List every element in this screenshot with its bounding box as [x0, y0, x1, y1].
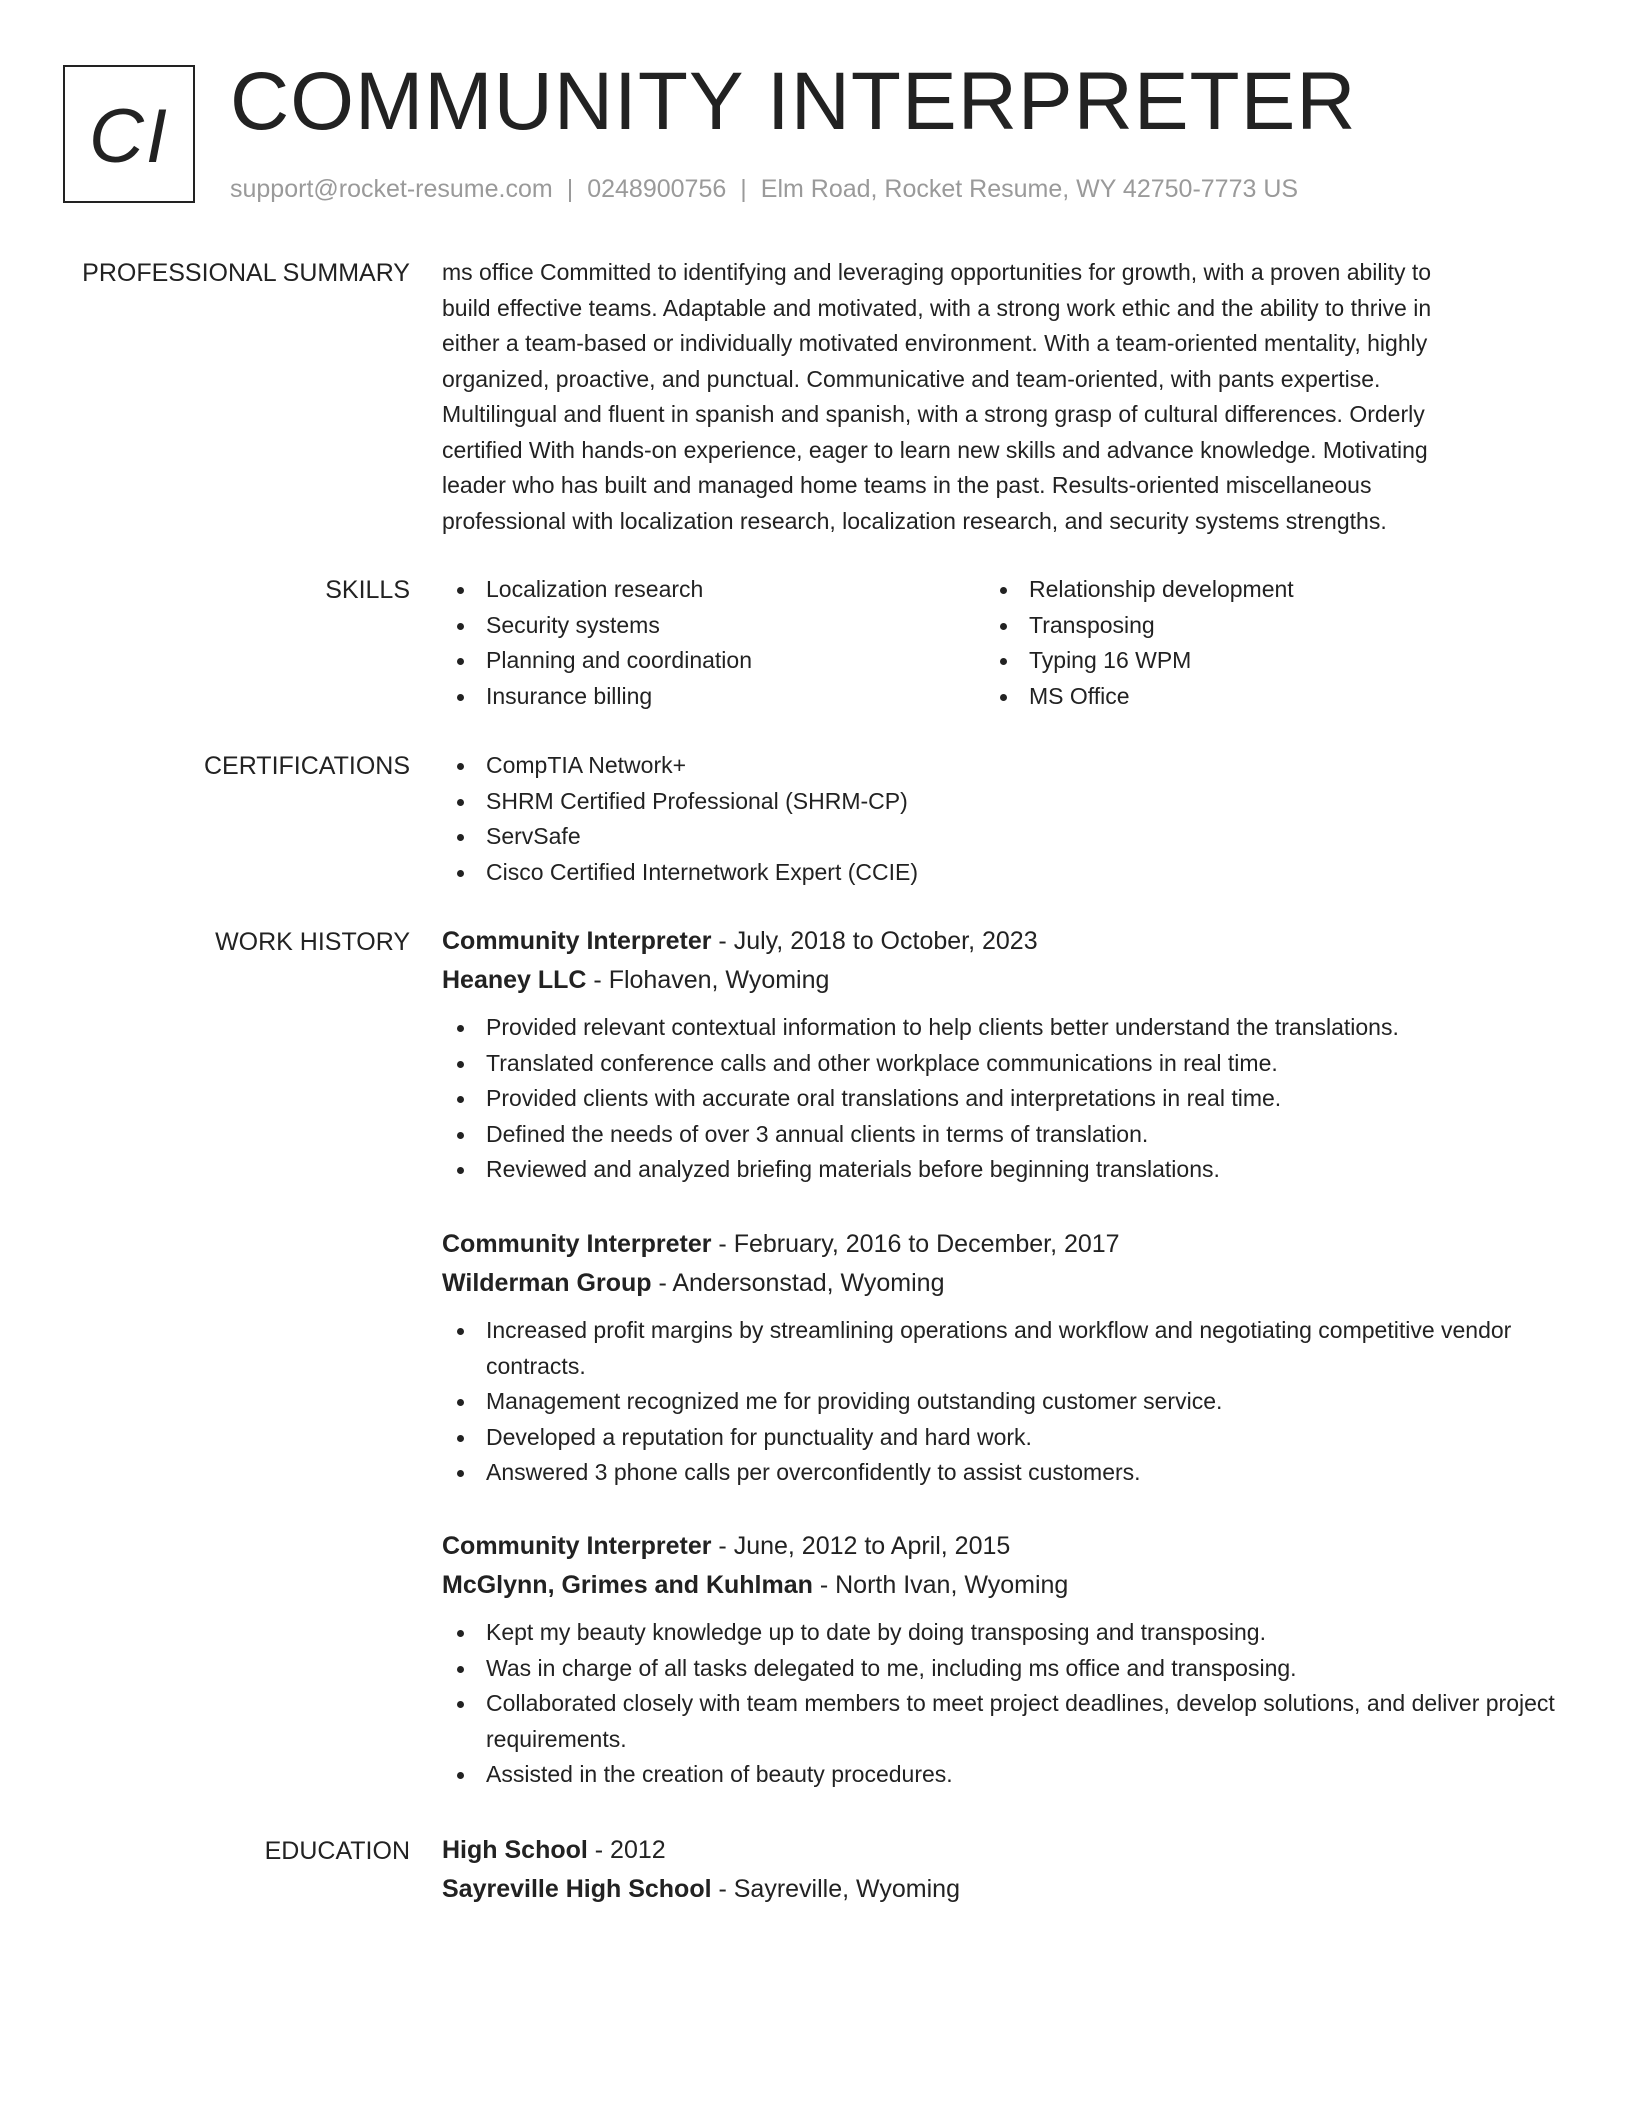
job-location: - Andersonstad, Wyoming — [651, 1269, 945, 1297]
job-bullet: Reviewed and analyzed briefing materials before beginning translations. — [442, 1152, 1562, 1188]
job-title-line — [442, 1527, 1562, 1566]
job-dates: - February, 2016 to December, 2017 — [711, 1230, 1120, 1258]
education-heading: EDUCATION — [264, 1837, 410, 1865]
job-location: - Flohaven, Wyoming — [586, 966, 830, 994]
job-bullets — [442, 1313, 1562, 1491]
job-company: McGlynn, Grimes and Kuhlman — [442, 1571, 813, 1599]
work-history-heading: WORK HISTORY — [215, 928, 410, 956]
contact-line — [230, 172, 1298, 206]
job-company: Wilderman Group — [442, 1269, 652, 1297]
skill-item: Localization research — [442, 572, 985, 608]
job-title-line — [442, 922, 1562, 961]
monogram-box — [63, 65, 195, 203]
job-bullets — [442, 1010, 1562, 1188]
summary-line: ms office Committed to identifying and leveraging opportunities for growth, with a proven ability to — [442, 259, 1432, 285]
job-title: Community Interpreter — [442, 1230, 712, 1258]
contact-separator: | — [566, 175, 574, 203]
education-year: - 2012 — [587, 1836, 666, 1864]
job-company-line — [442, 961, 1562, 1000]
job-bullet: Was in charge of all tasks delegated to me, including ms office and transposing. — [442, 1651, 1562, 1687]
job-bullet: Translated conference calls and other workplace communications in real time. — [442, 1046, 1562, 1082]
job-bullet: Increased profit margins by streamlining operations and workflow and negotiating competitive vendor contracts. — [442, 1313, 1562, 1384]
job-bullet: Provided relevant contextual information to help clients better understand the translations. — [442, 1010, 1562, 1046]
education-school-line — [442, 1870, 1562, 1909]
education-school: Sayreville High School — [442, 1875, 712, 1903]
resume-title: COMMUNITY INTERPRETER — [230, 56, 1357, 147]
job-bullet: Provided clients with accurate oral translations and interpretations in real time. — [442, 1081, 1562, 1117]
summary-text — [442, 255, 1562, 539]
summary-line: professional with localization research, localization research, and security systems strengths. — [442, 507, 1387, 534]
certifications-heading: CERTIFICATIONS — [203, 752, 410, 780]
skill-item: Transposing — [985, 608, 1528, 644]
skill-item: Relationship development — [985, 572, 1528, 608]
contact-phone[interactable]: 0248900756 — [587, 175, 727, 203]
job-entry — [442, 1225, 1562, 1491]
monogram-initials: CI — [89, 93, 169, 179]
summary-line: leader who has built and managed home teams in the past. Results-oriented miscellaneous — [442, 472, 1372, 498]
job-dates: - July, 2018 to October, 2023 — [711, 927, 1038, 955]
skill-item: Planning and coordination — [442, 643, 985, 679]
summary-line: Multilingual and fluent in spanish and spanish, with a strong grasp of cultural differences. Orderly — [442, 401, 1425, 427]
job-bullet: Defined the needs of over 3 annual clients in terms of translation. — [442, 1117, 1562, 1153]
summary-line: organized, proactive, and punctual. Communicative and team-oriented, with pants expertise. — [442, 365, 1381, 392]
skills-list — [442, 572, 1562, 714]
job-bullet: Management recognized me for providing outstanding customer service. — [442, 1384, 1562, 1420]
skills-column-right — [985, 572, 1528, 714]
certification-item: CompTIA Network+ — [442, 748, 1562, 784]
summary-line: certified With hands-on experience, eager to learn new skills and advance knowledge. Motivating — [442, 436, 1428, 463]
certifications-list — [442, 748, 1562, 890]
certification-item: ServSafe — [442, 819, 1562, 855]
job-entry — [442, 1527, 1562, 1793]
skill-item: Security systems — [442, 608, 985, 644]
job-entry — [442, 922, 1562, 1188]
education-location: - Sayreville, Wyoming — [711, 1875, 960, 1903]
certification-item: Cisco Certified Internetwork Expert (CCIE) — [442, 855, 1562, 891]
job-title: Community Interpreter — [442, 1532, 712, 1560]
summary-heading: PROFESSIONAL SUMMARY — [82, 259, 410, 287]
contact-separator: | — [740, 175, 747, 203]
job-bullet: Assisted in the creation of beauty procedures. — [442, 1757, 1562, 1793]
contact-email[interactable]: support@rocket-resume.com — [230, 175, 553, 203]
job-title-line — [442, 1225, 1562, 1264]
job-bullet: Developed a reputation for punctuality and hard work. — [442, 1420, 1562, 1456]
job-company-line — [442, 1264, 1562, 1303]
skill-item: Insurance billing — [442, 679, 985, 715]
education-entry — [442, 1831, 1562, 1909]
skills-column-left — [442, 572, 985, 714]
summary-line: build effective teams. Adaptable and motivated, with a strong work ethic and the ability to thrive in — [442, 294, 1432, 321]
job-company: Heaney LLC — [442, 966, 587, 994]
job-dates: - June, 2012 to April, 2015 — [711, 1532, 1011, 1560]
summary-line: either a team-based or individually motivated environment. With a team-oriented mentality, highly — [442, 330, 1428, 356]
contact-address: Elm Road, Rocket Resume, WY 42750-7773 US — [760, 175, 1299, 203]
certification-item: SHRM Certified Professional (SHRM-CP) — [442, 784, 1562, 820]
job-bullet: Kept my beauty knowledge up to date by doing transposing and transposing. — [442, 1615, 1562, 1651]
skill-item: MS Office — [985, 679, 1528, 715]
job-bullets — [442, 1615, 1562, 1793]
education-degree-line — [442, 1831, 1562, 1870]
education-degree: High School — [442, 1836, 588, 1864]
job-bullet: Collaborated closely with team members to meet project deadlines, develop solutions, and deliver project requirements. — [442, 1686, 1562, 1757]
skills-heading: SKILLS — [325, 576, 410, 604]
job-bullet: Answered 3 phone calls per overconfidently to assist customers. — [442, 1455, 1562, 1491]
job-location: - North Ivan, Wyoming — [812, 1571, 1069, 1599]
job-company-line — [442, 1566, 1562, 1605]
skill-item: Typing 16 WPM — [985, 643, 1528, 679]
job-title: Community Interpreter — [442, 927, 712, 955]
